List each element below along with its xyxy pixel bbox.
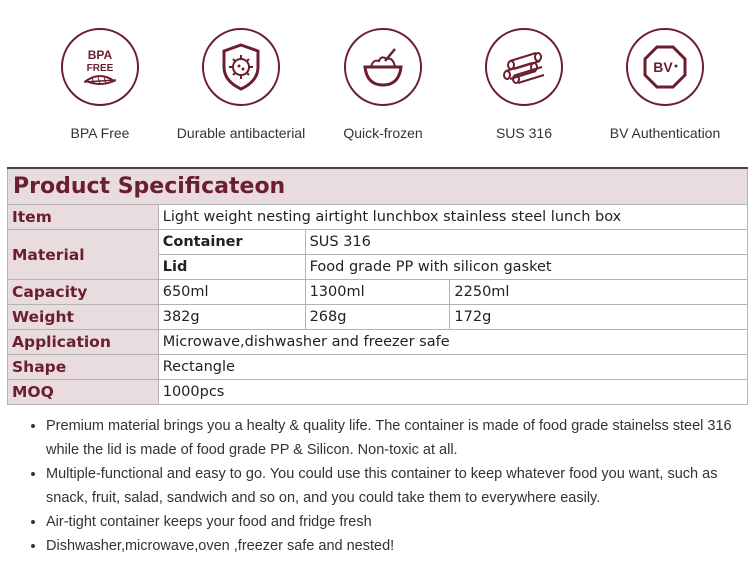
feature-label: Quick-frozen <box>343 125 423 141</box>
table-row <box>8 305 748 330</box>
item-value: Light weight nesting airtight lunchbox stainless steel lunch box <box>158 205 747 230</box>
feature-label: BPA Free <box>70 125 130 141</box>
list-item: • Dishwasher,microwave,oven ,freezer safe and nested! <box>46 534 754 558</box>
table-row <box>8 205 748 230</box>
row-label-moq: MOQ <box>8 380 159 405</box>
capacity-value: 1300ml <box>305 280 450 305</box>
lid-label: Lid <box>158 255 305 280</box>
list-item: • Premium material brings you a healty & quality life. The container is made of food grade stainelss steel 316 while the lid is made of food grade PP & Silicon. Non-toxic at all. <box>46 414 754 462</box>
weight-value: 382g <box>158 305 305 330</box>
lid-value: Food grade PP with silicon gasket <box>305 255 747 280</box>
row-label-application: Application <box>8 330 159 355</box>
feature-sus-316 <box>454 28 594 141</box>
svg-text:BPA: BPA <box>87 48 113 62</box>
bowl-icon <box>344 28 422 106</box>
table-row <box>8 380 748 405</box>
list-item: • Air-tight container keeps your food and fridge fresh <box>46 510 754 534</box>
shield-virus-icon <box>202 28 280 106</box>
feature-bullet-list <box>30 414 754 558</box>
feature-label: BV Authentication <box>609 125 721 141</box>
row-label-capacity: Capacity <box>8 280 159 305</box>
svg-text:FREE: FREE <box>86 63 114 74</box>
capacity-value: 650ml <box>158 280 305 305</box>
svg-text:BV: BV <box>653 59 673 75</box>
row-label-weight: Weight <box>8 305 159 330</box>
feature-bv-authentication <box>595 28 735 141</box>
feature-label: SUS 316 <box>495 125 553 141</box>
product-specification-table <box>7 167 748 405</box>
feature-quick-frozen <box>313 28 453 141</box>
feature-icons-row <box>0 0 754 160</box>
application-value: Microwave,dishwasher and freezer safe <box>158 330 747 355</box>
row-label-material: Material <box>8 230 159 280</box>
table-row <box>8 330 748 355</box>
list-item: • Multiple-functional and easy to go. You could use this container to keep whatever food you want, such as snack, fruit, salad, sandwich and so on, and you could take them to everywhere easily. <box>46 462 754 510</box>
weight-value: 268g <box>305 305 450 330</box>
container-value: SUS 316 <box>305 230 747 255</box>
bv-octagon-icon <box>626 28 704 106</box>
moq-value: 1000pcs <box>158 380 747 405</box>
row-label-shape: Shape <box>8 355 159 380</box>
row-label-item: Item <box>8 205 159 230</box>
feature-label: Durable antibacterial <box>176 125 306 141</box>
table-row <box>8 230 748 255</box>
steel-pipes-icon <box>485 28 563 106</box>
shape-value: Rectangle <box>158 355 747 380</box>
container-label: Container <box>158 230 305 255</box>
table-row <box>8 355 748 380</box>
weight-value: 172g <box>450 305 748 330</box>
spec-title: Product Specificateon <box>8 168 748 205</box>
table-row <box>8 280 748 305</box>
bpa-free-leaf-icon <box>61 28 139 106</box>
capacity-value: 2250ml <box>450 280 748 305</box>
feature-antibacterial <box>171 28 311 141</box>
feature-bpa-free <box>30 28 170 141</box>
